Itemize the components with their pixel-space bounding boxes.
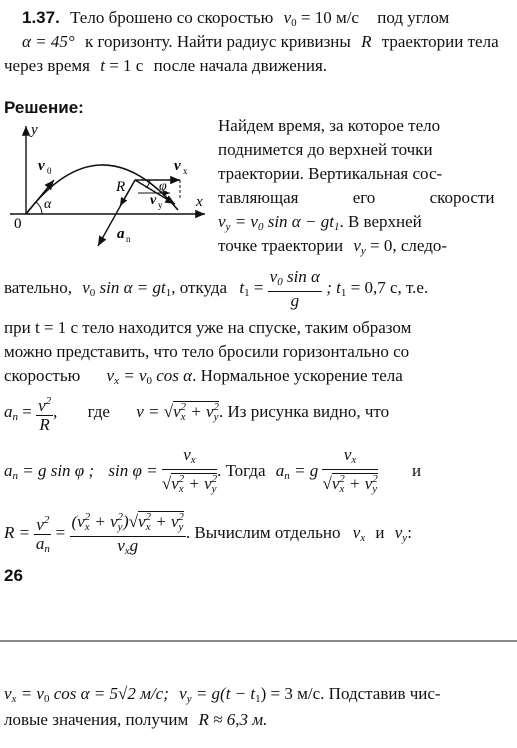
an-label: a — [117, 226, 125, 242]
bottom-line-1: $v_x = v_0$ cos α = 5√2 м/с; $v_y = g(t - t_1) = 3$ м/с. Подставив чис- — [4, 684, 441, 705]
sqrt-v: $√v_x^2 + v_y^2$ — [163, 400, 219, 423]
angle-value: α = 45° — [22, 32, 75, 51]
v0-label-sub: 0 — [47, 166, 52, 176]
para-line-8: при t = 1 с тело находится уже на спуске, таким образом — [4, 318, 412, 337]
an-fraction: $\frac{v^2}{R}$ — [36, 392, 53, 434]
para-line-7: вательно, $v_0$ $\sin \alpha = gt_1$, откуда $t_1$ = $\frac{v_0 \sin \alpha}{g}$ ; $t_1 = 0,7$ с, т.е. — [4, 267, 429, 310]
y-axis-label: y — [31, 122, 38, 138]
para-line-4: тавляющая его скорости — [218, 188, 495, 207]
vx-label: v — [174, 158, 181, 174]
para-line-2: поднимется до верхней точки — [218, 140, 433, 159]
problem-line-1: 1.37. Тело брошено со скоростью $v_0 = 10$ м/с под углом — [22, 8, 450, 29]
R-fraction-1: $\frac{v^2}{a_n}$ — [34, 511, 51, 558]
an2-fraction: $\frac{v_x}{√v_x^2 + v_y^2}$ — [322, 445, 378, 495]
origin-label: 0 — [14, 216, 22, 232]
page-number: 26 — [4, 566, 23, 585]
phi-label: φ — [159, 179, 167, 194]
problem-line-2: α = 45° к горизонту. Найти радиус кривизны R траектории тела — [22, 32, 499, 51]
vy-label: v — [150, 193, 157, 208]
problem-line-3: через время t = 1 с после начала движения. — [4, 56, 328, 75]
para-line-12: $a_n = g$ sin φ ; sin φ = $\frac{v_x}{√v_x^2 + v_y^2}$ . Тогда $a_n = g$ $\frac{v_x}{√v_x^2 + v_y^2}$ и — [4, 446, 421, 498]
para-line-5: $v_y = v_0$ $\sin \alpha - gt_1$. В верхней — [218, 212, 422, 233]
vx-label-sub: x — [183, 166, 188, 176]
R-fraction-2: $\frac{(v_x^2 + v_y^2)√v_x^2 + v_y^2}{v_xg}$ — [70, 508, 186, 560]
problem-number: 1.37. — [22, 8, 60, 27]
R-label: R — [116, 179, 126, 195]
page-divider — [0, 640, 517, 642]
an-label-sub: n — [126, 234, 131, 244]
para-line-11: $a_n$ = $\frac{v^2}{R}$ , где $v = √v_x^2 + v_y^2$. Из рисунка видно, что — [4, 392, 389, 434]
para-line-13: R = $\frac{v^2}{a_n}$ = $\frac{(v_x^2 + v_y^2)√v_x^2 + v_y^2}{v_xg}$ . Вычислим отдельно $v_x$ и $v_y$: — [4, 508, 412, 560]
para-line-9: можно представить, что тело бросили горизонтально со — [4, 342, 410, 361]
vy-label-sub: y — [158, 200, 163, 210]
x-axis-label: x — [196, 194, 203, 210]
v0-label: v — [38, 158, 45, 174]
para-line-1: Найдем время, за которое тело — [218, 116, 441, 135]
bottom-line-2: ловые значения, получим R ≈ 6,3 м. — [4, 710, 268, 729]
alpha-label: α — [44, 197, 52, 212]
problem-text-1: Тело брошено со скоростью — [70, 8, 274, 27]
sinphi-fraction: $\frac{v_x}{√v_x^2 + v_y^2}$ — [161, 445, 218, 495]
para-line-3: траектории. Вертикальная сос- — [218, 164, 443, 183]
trajectory-figure — [0, 118, 215, 253]
alpha-arc — [36, 202, 42, 214]
para-line-6: точке траектории $v_y = 0$, следо- — [218, 236, 448, 257]
para-line-10: скоростью $v_x = v_0$ cos α. Нормальное ускорение тела — [4, 366, 403, 387]
t1-fraction: $\frac{v_0 \sin \alpha}{g}$ — [269, 267, 320, 310]
solution-heading: Решение: — [4, 98, 84, 117]
